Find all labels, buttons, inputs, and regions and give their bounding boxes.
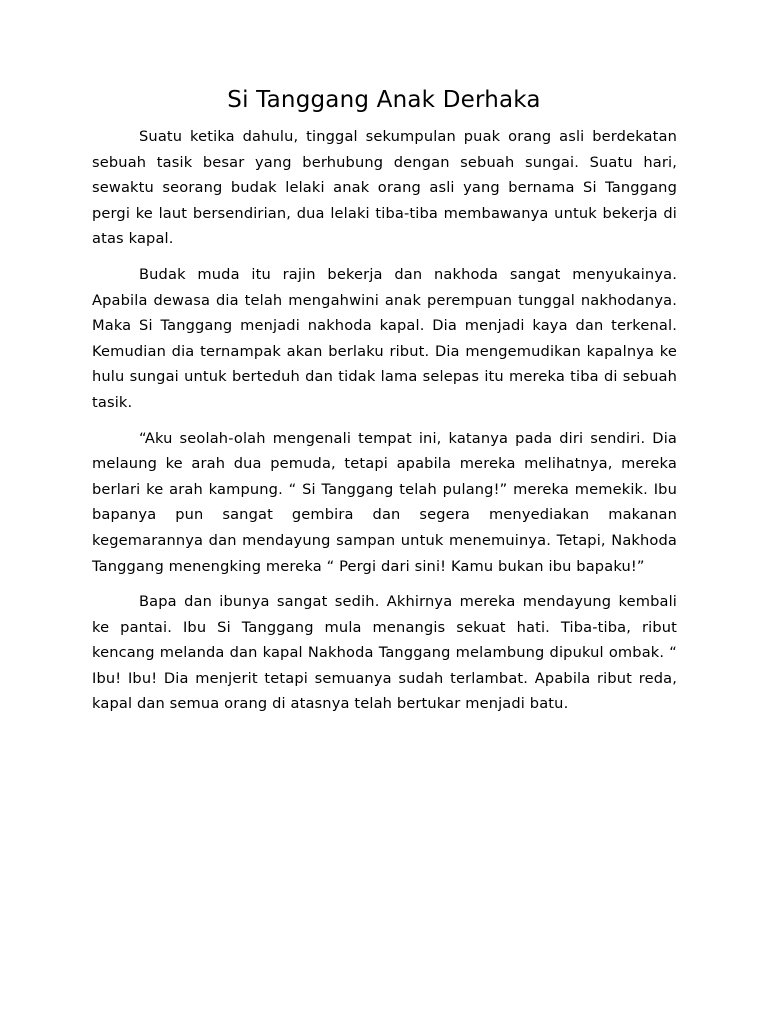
document-body — [92, 124, 677, 727]
document-title: Si Tanggang Anak Derhaka — [227, 87, 541, 113]
paragraph-1: Suatu ketika dahulu, tinggal sekumpulan puak orang asli berdekatan sebuah tasik besar yang berhubung dengan sebuah sungai. Suatu hari, sewaktu seorang budak lelaki anak orang asli yang bernama Si Tanggang pergi ke laut bersendirian, dua lelaki tiba-tiba membawanya untuk bekerja di atas kapal. — [92, 128, 677, 248]
paragraph-3: “Aku seolah-olah mengenali tempat ini, katanya pada diri sendiri. Dia melaung ke arah dua pemuda, tetapi apabila mereka melihatnya, mereka berlari ke arah kampung. “ Si Tanggang telah pulang!” mereka memekik. Ibu bapanya pun sangat gembira dan segera menyediakan makanan kegemarannya dan mendayung sampan untuk menemuinya. Tetapi, Nakhoda Tanggang menengking mereka “ Pergi dari sini! Kamu bukan ibu bapaku!” — [92, 429, 677, 575]
paragraph-4: Bapa dan ibunya sangat sedih. Akhirnya mereka mendayung kembali ke pantai. Ibu Si Tanggang mula menangis sekuat hati. Tiba-tiba, ribut kencang melanda dan kapal Nakhoda Tanggang melambung dipukul ombak. “ Ibu! Ibu! Dia menjerit tetapi semuanya sudah terlambat. Apabila ribut reda, kapal dan semua orang di atasnya telah bertukar menjadi batu. — [92, 593, 677, 713]
paragraph-2: Budak muda itu rajin bekerja dan nakhoda sangat menyukainya. Apabila dewasa dia telah mengahwini anak perempuan tunggal nakhodanya. Maka Si Tanggang menjadi nakhoda kapal. Dia menjadi kaya dan terkenal. Kemudian dia ternampak akan berlaku ribut. Dia mengemudikan kapalnya ke hulu sungai untuk berteduh dan tidak lama selepas itu mereka tiba di sebuah tasik. — [92, 265, 677, 411]
